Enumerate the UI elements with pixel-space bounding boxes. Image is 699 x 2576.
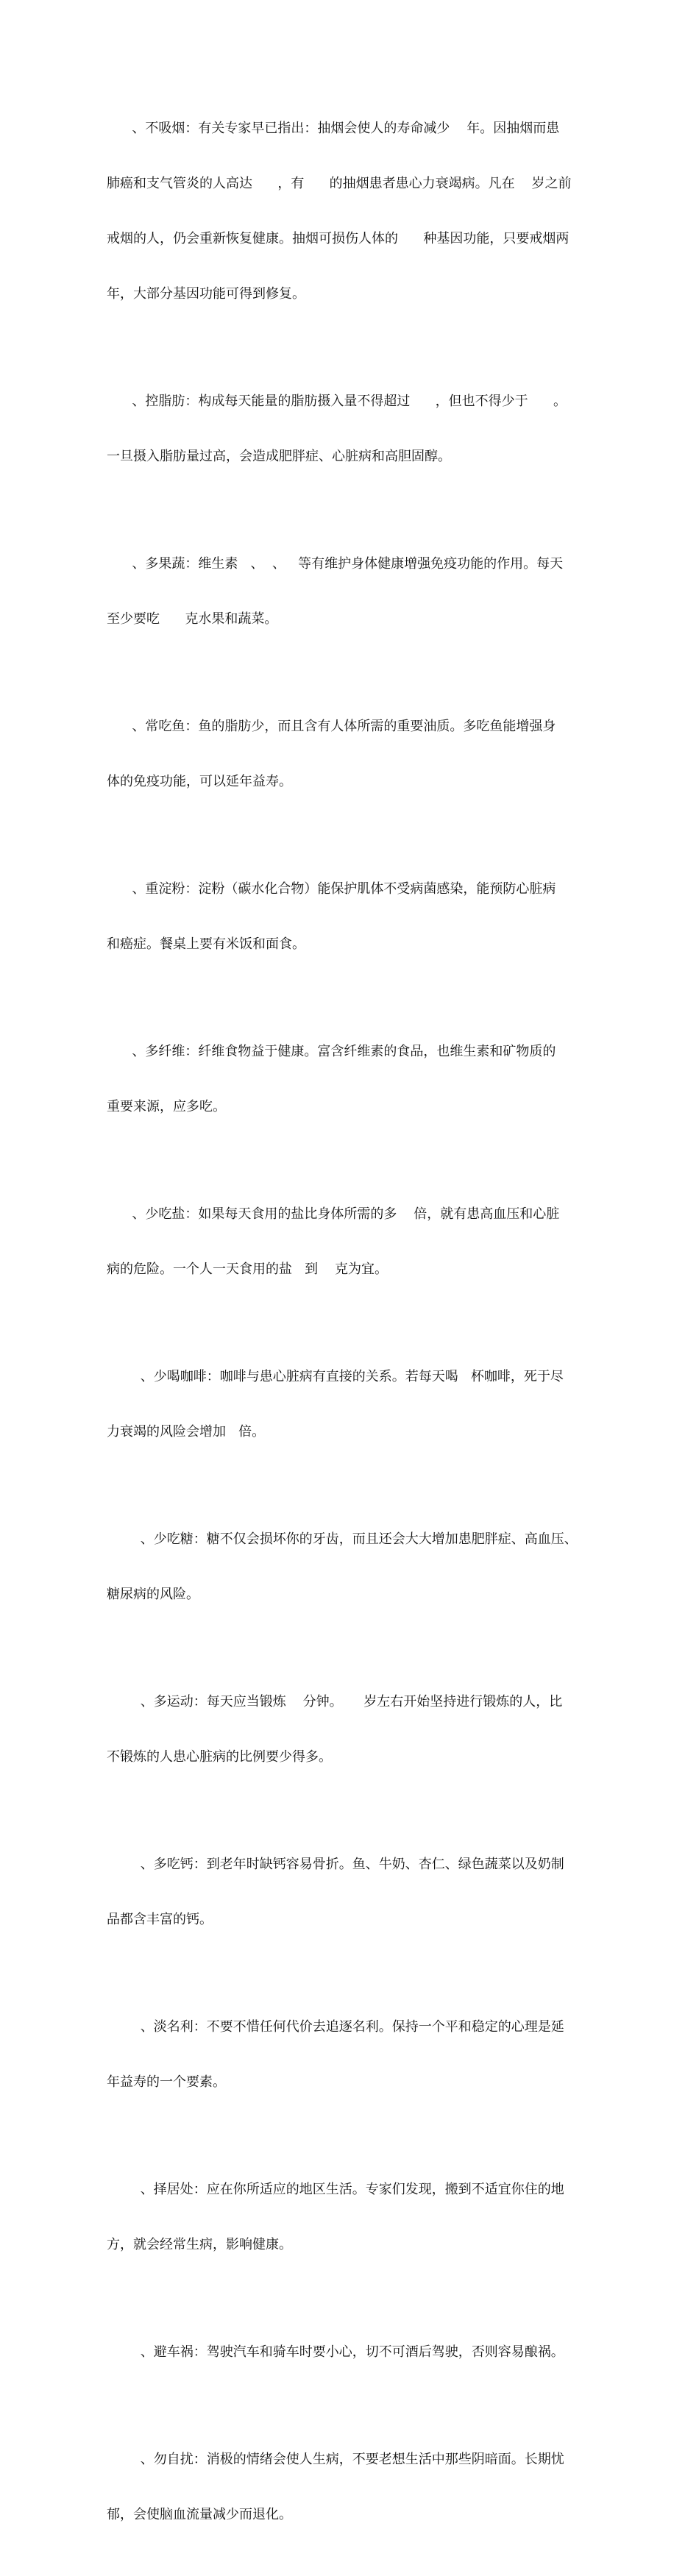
paragraph-eat-fish (107, 680, 595, 828)
document-body (107, 82, 595, 2576)
text-line: 、多运动：每天应当锻炼 分钟。 岁左右开始坚持进行锻炼的人，比 (107, 1694, 563, 1709)
text-line: 年，大部分基因功能可得到修复。 (107, 286, 305, 302)
text-line: 、择居处：应在你所适应的地区生活。专家们发现，搬到不适宜你住的地 (107, 2182, 564, 2197)
text-line: 体的免疫功能，可以延年益寿。 (107, 774, 292, 789)
paragraph-calcium (107, 1818, 595, 1965)
paragraph-fiber (107, 1006, 595, 1153)
text-line: 肺癌和支气管炎的人高达 ，有 的抽烟患者患心力衰竭病。凡在 岁之前 (107, 176, 572, 191)
text-line: 、常吃鱼：鱼的脂肪少，而且含有人体所需的重要油质。多吃鱼能增强身 (107, 719, 556, 734)
text-line: 品都含丰富的钙。 (107, 1912, 213, 1927)
paragraph-exercise (107, 1656, 595, 1803)
text-line: 和癌症。餐桌上要有米饭和面食。 (107, 936, 305, 952)
text-line: 方，就会经常生病，影响健康。 (107, 2237, 292, 2252)
paragraph-less-sugar (107, 1493, 595, 1640)
paragraph-residence (107, 2143, 595, 2291)
paragraph-fame-fortune (107, 1981, 595, 2128)
text-line: 、控脂肪：构成每天能量的脂肪摄入量不得超过 ，但也不得少于 。 (107, 394, 567, 409)
text-line: 、多吃钙：到老年时缺钙容易骨折。鱼、牛奶、杏仁、绿色蔬菜以及奶制 (107, 1857, 564, 1872)
text-line: 不锻炼的人患心脏病的比例要少得多。 (107, 1749, 332, 1765)
text-line: 、多纤维：纤维食物益于健康。富含纤维素的食品，也维生素和矿物质的 (107, 1044, 556, 1059)
paragraph-no-self-worry (107, 2413, 595, 2561)
paragraph-control-fat (107, 355, 595, 502)
text-line: 力衰竭的风险会增加 倍。 (107, 1424, 266, 1440)
paragraph-less-salt (107, 1168, 595, 1315)
text-line: 郁，会使脑血流量减少而退化。 (107, 2507, 292, 2522)
text-line: 至少要吃 克水果和蔬菜。 (107, 611, 278, 627)
text-line: 一旦摄入脂肪量过高，会造成肥胖症、心脏病和高胆固醇。 (107, 449, 451, 464)
text-line: 、少喝咖啡：咖啡与患心脏病有直接的关系。若每天喝 杯咖啡，死于尽 (107, 1369, 564, 1384)
text-line: 病的危险。一个人一天食用的盐 到 克为宜。 (107, 1262, 388, 1277)
text-line: 、淡名利：不要不惜任何代价去追逐名利。保持一个平和稳定的心理是延 (107, 2019, 564, 2035)
text-line: 糖尿病的风险。 (107, 1587, 199, 1602)
text-line: 、少吃盐：如果每天食用的盐比身体所需的多 倍，就有患高血压和心脏 (107, 1206, 560, 1222)
paragraph-fruits-vegetables (107, 518, 595, 665)
paragraph-avoid-accidents (107, 2306, 595, 2398)
text-line: 、重淀粉：淀粉（碳水化合物）能保护肌体不受病菌感染，能预防心脏病 (107, 881, 556, 897)
text-line: 重要来源，应多吃。 (107, 1099, 226, 1114)
text-line: 戒烟的人，仍会重新恢复健康。抽烟可损伤人体的 种基因功能，只要戒烟两 (107, 231, 570, 246)
text-line: 、勿自扰：消极的情绪会使人生病，不要老想生活中那些阴暗面。长期忧 (107, 2452, 564, 2467)
text-line: 、避车祸：驾驶汽车和骑车时要小心，切不可酒后驾驶，否则容易酿祸。 (107, 2344, 564, 2360)
text-line: 年益寿的一个要素。 (107, 2074, 226, 2090)
text-line: 、多果蔬：维生素 、 、 等有维护身体健康增强免疫功能的作用。每天 (107, 556, 564, 572)
text-line: 、少吃糖：糖不仅会损坏你的牙齿，而且还会大大增加患肥胖症、高血压、 (107, 1531, 578, 1547)
paragraph-less-coffee (107, 1331, 595, 1478)
paragraph-starch (107, 843, 595, 990)
paragraph-no-smoking (107, 82, 595, 340)
text-line: 、不吸烟：有关专家早已指出：抽烟会使人的寿命减少 年。因抽烟而患 (107, 121, 560, 136)
